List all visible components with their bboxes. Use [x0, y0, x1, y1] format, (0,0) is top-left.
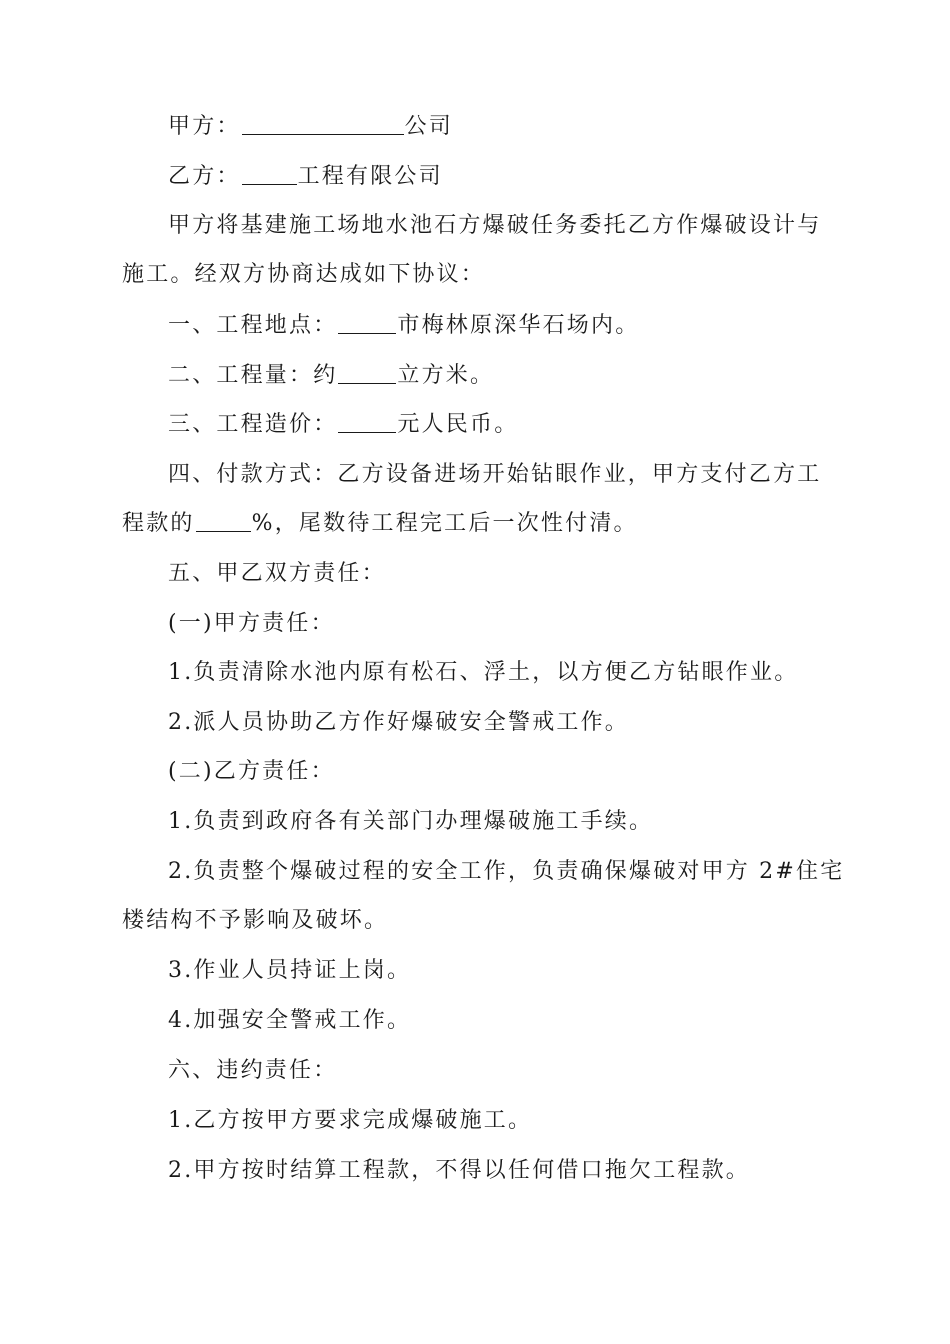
party-b-duty-2-line-2: 楼结构不予影响及破坏。 [122, 908, 389, 933]
item6-heading: 六、违约责任： [168, 1058, 338, 1083]
party-a-duties-heading: (一)甲方责任： [168, 611, 335, 636]
item4-blank [196, 509, 251, 532]
item4-line-2 [122, 509, 638, 539]
party-a-suffix: 公司 [404, 114, 454, 139]
party-b-duty-1: 1.负责到政府各有关部门办理爆破施工手续。 [168, 809, 654, 834]
item4-prefix: 程款的 [122, 511, 195, 536]
item2-blank [338, 361, 396, 384]
item2-label: 二、工程量：约 [168, 363, 338, 388]
item1-label: 一、工程地点： [168, 313, 338, 338]
party-b-line [168, 162, 443, 192]
item3-suffix: 元人民币。 [397, 412, 519, 437]
item4-suffix: %，尾数待工程完工后一次性付清。 [251, 511, 638, 536]
item3-blank [338, 410, 396, 433]
intro-line-1: 甲方将基建施工场地水池石方爆破任务委托乙方作爆破设计与 [168, 213, 822, 238]
party-b-suffix: 工程有限公司 [297, 164, 443, 189]
item2-suffix: 立方米。 [397, 363, 495, 388]
item1-suffix: 市梅林原深华石场内。 [397, 313, 640, 338]
item1-line [168, 311, 639, 341]
party-b-duty-2-line-1: 2.负责整个爆破过程的安全工作，负责确保爆破对甲方 2#住宅 [168, 859, 845, 884]
party-b-label: 乙方： [168, 164, 241, 189]
party-a-label: 甲方： [168, 114, 241, 139]
intro-line-2: 施工。经双方协商达成如下协议： [122, 262, 486, 287]
item3-line [168, 410, 518, 440]
party-b-duty-3: 3.作业人员持证上岗。 [168, 958, 412, 983]
party-b-duty-4: 4.加强安全警戒工作。 [168, 1008, 412, 1033]
party-a-blank [242, 112, 404, 135]
item1-blank [338, 311, 396, 334]
party-a-duty-2: 2.派人员协助乙方作好爆破安全警戒工作。 [168, 710, 629, 735]
liability-2: 2.甲方按时结算工程款，不得以任何借口拖欠工程款。 [168, 1158, 750, 1183]
liability-1: 1.乙方按甲方要求完成爆破施工。 [168, 1108, 533, 1133]
party-a-line [168, 112, 453, 142]
party-b-duties-heading: (二)乙方责任： [168, 759, 335, 784]
item5-heading: 五、甲乙双方责任： [168, 561, 386, 586]
item4-line-1: 四、付款方式：乙方设备进场开始钻眼作业，甲方支付乙方工 [168, 462, 822, 487]
item3-label: 三、工程造价： [168, 412, 338, 437]
party-a-duty-1: 1.负责清除水池内原有松石、浮土，以方便乙方钻眼作业。 [168, 660, 799, 685]
party-b-blank [242, 162, 297, 185]
item2-line [168, 361, 494, 391]
